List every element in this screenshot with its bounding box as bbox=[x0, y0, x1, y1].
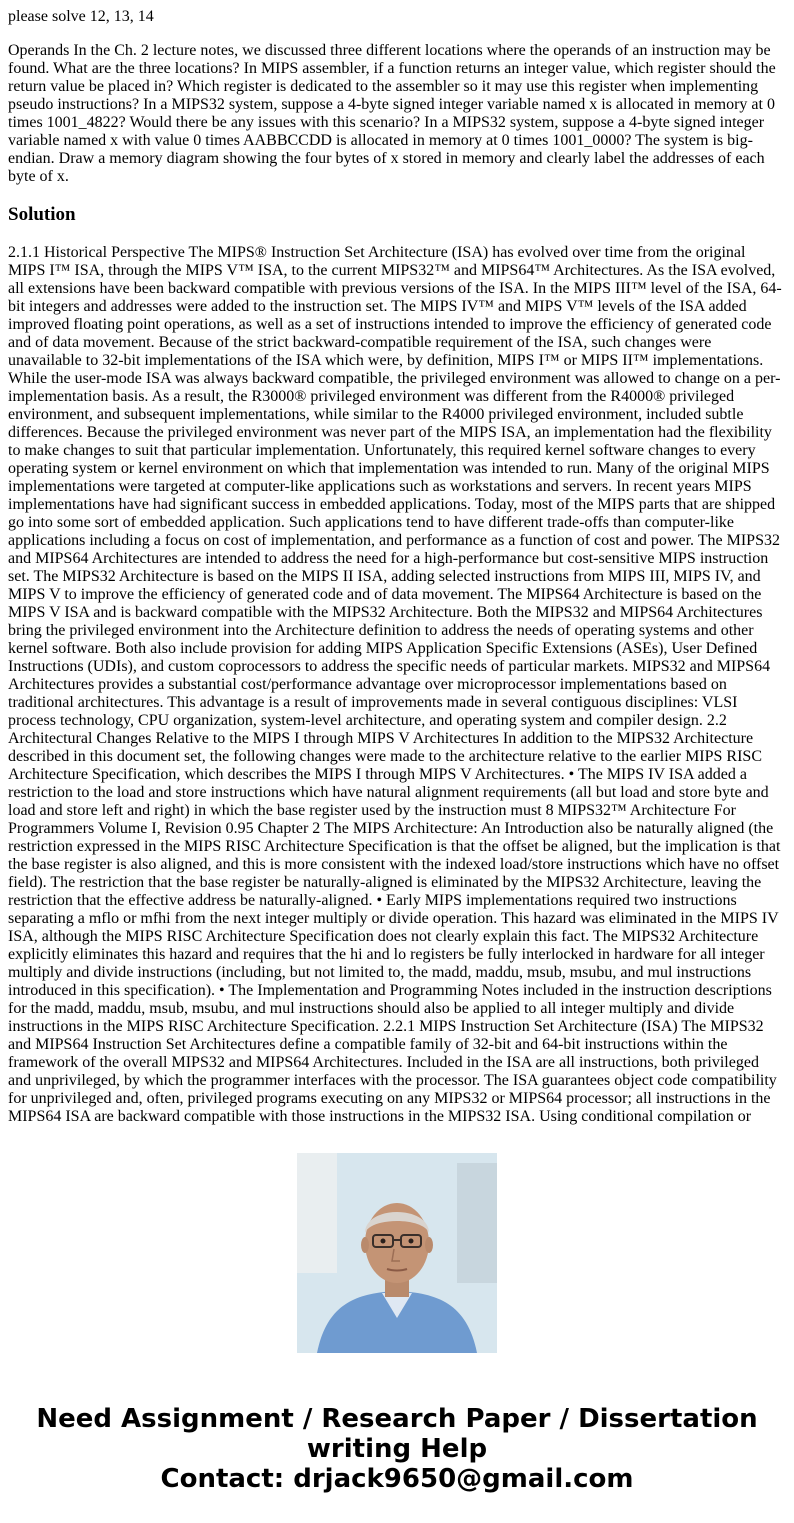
promo-banner bbox=[0, 1404, 794, 1494]
author-avatar bbox=[297, 1153, 497, 1353]
promo-line-2: writing Help bbox=[306, 1434, 488, 1464]
solution-body: 2.1.1 Historical Perspective The MIPS® Instruction Set Architecture (ISA) has evolved over time from the original MIPS I™ ISA, through the MIPS V™ ISA, to the current MIPS32™ and MIPS64™ Architectures. As the ISA evolved, all extensions have been backward compatible with previous versions of the ISA. In the MIPS III™ level of the ISA, 64-bit integers and addresses were added to the instruction set. The MIPS IV™ and MIPS V™ levels of the ISA added improved floating point operations, as well as a set of instructions intended to improve the efficiency of generated code and of data movement. Because of the strict backward-compatible requirement of the ISA, such changes were unavailable to 32-bit implementations of the ISA which were, by definition, MIPS I™ or MIPS II™ implementations. While the user-mode ISA was always backward compatible, the privileged environment was allowed to change on a per-implementation basis. As a result, the R3000® privileged environment was different from the R4000® privileged environment, and subsequent implementations, while similar to the R4000 privileged environment, included subtle differences. Because the privileged environment was never part of the MIPS ISA, an implementation had the flexibility to make changes to suit that particular implementation. Unfortunately, this required kernel software changes to every operating system or kernel environment on which that implementation was intended to run. Many of the original MIPS implementations were targeted at computer-like applications such as workstations and servers. In recent years MIPS implementations have had significant success in embedded applications. Today, most of the MIPS parts that are shipped go into some sort of embedded application. Such applications tend to have different trade-offs than computer-like applications including a focus on cost of implementation, and performance as a function of cost and power. The MIPS32 and MIPS64 Architectures are intended to address the need for a high-performance but cost-sensitive MIPS instruction set. The MIPS32 Architecture is based on the MIPS II ISA, adding selected instructions from MIPS III, MIPS IV, and MIPS V to improve the efficiency of generated code and of data movement. The MIPS64 Architecture is based on the MIPS V ISA and is backward compatible with the MIPS32 Architecture. Both the MIPS32 and MIPS64 Architectures bring the privileged environment into the Architecture definition to address the needs of operating systems and other kernel software. Both also include provision for adding MIPS Application Specific Extensions (ASEs), User Defined Instructions (UDIs), and custom coprocessors to address the specific needs of particular markets. MIPS32 and MIPS64 Architectures provides a substantial cost/performance advantage over microprocessor implementations based on traditional architectures. This advantage is a result of improvements made in several contiguous disciplines: VLSI process technology, CPU organization, system-level architecture, and operating system and compiler design. 2.2 Architectural Changes Relative to the MIPS I through MIPS V Architectures In addition to the MIPS32 Architecture described in this document set, the following changes were made to the architecture relative to the earlier MIPS RISC Architecture Specification, which describes the MIPS I through MIPS V Architectures. • The MIPS IV ISA added a restriction to the load and store instructions which have natural alignment requirements (all but load and store byte and load and store left and right) in which the base register used by the instruction must 8 MIPS32™ Architecture For Programmers Volume I, Revision 0.95 Chapter 2 The MIPS Architecture: An Introduction also be naturally aligned (the restriction expressed in the MIPS RISC Architecture Specification is that the offset be aligned, but the implication is that the base register is also aligned, and this is more consistent with the indexed load/store instructions which have no offset field). The restriction that the base register be naturally-aligned is eliminated by the MIPS32 Architecture, leaving the restriction that the effective address be naturally-aligned. • Early MIPS implementations required two instructions separating a mflo or mfhi from the next integer multiply or divide operation. This hazard was eliminated in the MIPS IV ISA, although the MIPS RISC Architecture Specification does not clearly explain this fact. The MIPS32 Architecture explicitly eliminates this hazard and requires that the hi and lo registers be fully interlocked in hardware for all integer multiply and divide instructions (including, but not limited to, the madd, maddu, msub, msubu, and mul instructions introduced in this specification). • The Implementation and Programming Notes included in the instruction descriptions for the madd, maddu, msub, msubu, and mul instructions should also be applied to all integer multiply and divide instructions in the MIPS RISC Architecture Specification. 2.2.1 MIPS Instruction Set Architecture (ISA) The MIPS32 and MIPS64 Instruction Set Architectures define a compatible family of 32-bit and 64-bit instructions within the framework of the overall MIPS32 and MIPS64 Architectures. Included in the ISA are all instructions, both privileged and unprivileged, by which the programmer interfaces with the processor. The ISA guarantees object code compatibility for unprivileged and, often, privileged programs executing on any MIPS32 or MIPS64 processor; all instructions in the MIPS64 ISA are backward compatible with those instructions in the MIPS32 ISA. Using conditional compilation or bbox=[8, 244, 782, 1125]
promo-contact: Contact: drjack9650@gmail.com bbox=[160, 1464, 634, 1494]
promo-line-1: Need Assignment / Research Paper / Dissertation bbox=[36, 1404, 758, 1434]
solution-heading: Solution bbox=[8, 204, 76, 225]
solution-text-region bbox=[8, 244, 784, 1125]
author-photo bbox=[297, 1153, 497, 1353]
document-content bbox=[8, 0, 784, 1125]
question-title: please solve 12, 13, 14 bbox=[8, 8, 154, 25]
question-body: Operands In the Ch. 2 lecture notes, we discussed three different locations where the operands of an instruction may be found. What are the three locations? In MIPS assembler, if a function returns an integer value, which register should the return value be placed in? Which register is dedicated to the assembler so it may use this register when implementing pseudo instructions? In a MIPS32 system, suppose a 4-byte signed integer variable named x is allocated in memory at 0 times 1001_4822? Would there be any issues with this scenario? In a MIPS32 system, suppose a 4-byte signed integer variable named x with value 0 times AABBCCDD is allocated in memory at 0 times 1001_0000? The system is big-endian. Draw a memory diagram showing the four bytes of x stored in memory and clearly label the addresses of each byte of x. bbox=[8, 42, 776, 185]
